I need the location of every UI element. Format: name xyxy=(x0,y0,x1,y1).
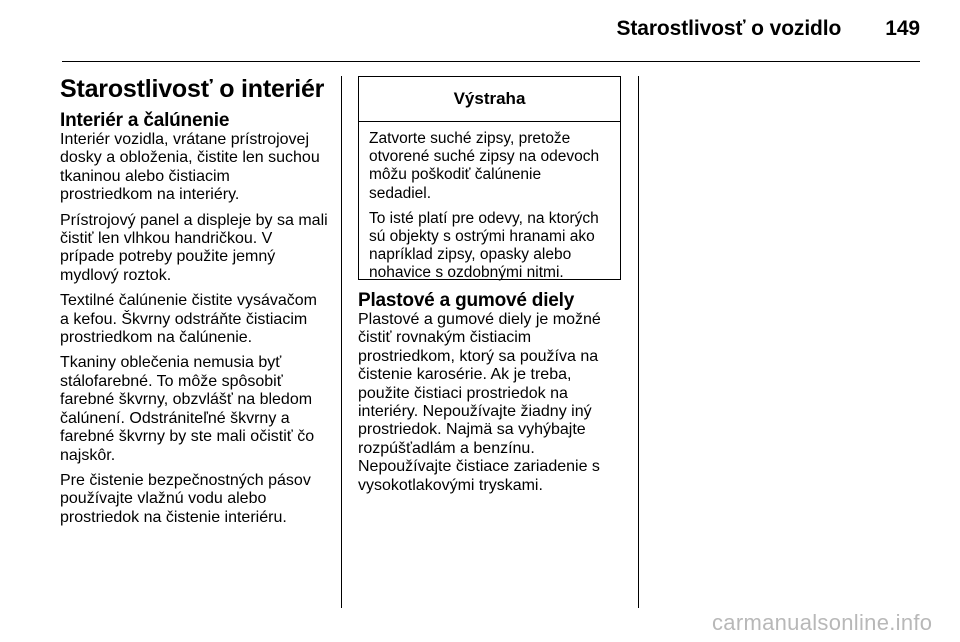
text-line: prostriedok. Najmä sa vyhýbajte xyxy=(358,421,586,439)
text-line: prípade potreby použite jemný xyxy=(60,248,276,266)
text-line: čistiť len vlhkou handričkou. V xyxy=(60,230,273,248)
paragraph xyxy=(60,131,332,205)
text-line: nohavice s ozdobnými nitmi. xyxy=(369,264,564,282)
text-line: Tkaniny oblečenia nemusia byť xyxy=(60,354,282,372)
text-line: farebné škvrny, obzvlášť na bledom xyxy=(60,391,313,409)
text-line: Zatvorte suché zipsy, pretože xyxy=(369,130,571,147)
text-line: čalúnení. Odstrániteľné škvrny a xyxy=(60,409,290,427)
page-number: 149 xyxy=(885,17,920,40)
running-header xyxy=(616,17,920,41)
warning-box xyxy=(358,76,621,280)
left-column xyxy=(60,74,332,534)
text-line: Pre čistenie bezpečnostných pásov xyxy=(60,471,311,489)
running-title: Starostlivosť o vozidlo xyxy=(616,17,842,40)
text-line: prostriedkom na interiéry. xyxy=(60,186,240,204)
text-line: sedadiel. xyxy=(369,184,432,202)
text-line: otvorené suché zipsy na odevoch xyxy=(369,148,600,166)
text-line: Interiér vozidla, vrátane prístrojovej xyxy=(60,131,309,148)
text-line: použite čistiaci prostriedok na xyxy=(358,384,568,402)
paragraph xyxy=(60,212,332,286)
paragraph xyxy=(60,292,332,347)
warning-body xyxy=(359,122,620,283)
text-line: prostriedkom na čalúnenie. xyxy=(60,329,253,347)
text-line: farebné škvrny by ste mali očistiť čo xyxy=(60,428,315,446)
watermark: carmanualsonline.info xyxy=(712,610,933,635)
text-line: mydlový roztok. xyxy=(60,266,172,284)
text-line: Textilné čalúnenie čistite vysávačom xyxy=(60,292,318,310)
text-line: Prístrojový panel a displeje by sa mali xyxy=(60,211,328,229)
paragraph xyxy=(60,354,332,464)
paragraph xyxy=(369,210,610,283)
text-line: Nepoužívajte čistiace zariadenie s xyxy=(358,458,600,476)
header-rule xyxy=(62,61,920,62)
column-divider-right xyxy=(638,76,639,608)
subsection-title-plastic: Plastové a gumové diely xyxy=(358,290,575,311)
section-title: Starostlivosť o interiér xyxy=(60,75,325,103)
middle-column xyxy=(358,291,622,502)
text-line: prostriedok na čistenie interiéru. xyxy=(60,508,287,526)
text-line: čistenie karosérie. Ak je treba, xyxy=(358,366,572,384)
text-line: napríklad zipsy, opasky alebo xyxy=(369,246,572,264)
text-line: vysokotlakovými tryskami. xyxy=(358,476,543,494)
text-line: môžu poškodiť čalúnenie xyxy=(369,166,542,184)
column-divider-left xyxy=(341,76,342,608)
text-line: čistiť rovnakým čistiacim xyxy=(358,329,532,347)
warning-heading: Výstraha xyxy=(359,77,620,122)
text-line: dosky a obloženia, čistite len suchou xyxy=(60,149,320,167)
text-line: a kefou. Škvrny odstráňte čistiacim xyxy=(60,310,308,328)
text-line: Plastové a gumové diely je možné xyxy=(358,311,601,328)
text-line: stálofarebné. To môže spôsobiť xyxy=(60,372,283,390)
paragraph xyxy=(60,472,332,527)
text-line: tkaninou alebo čistiacim xyxy=(60,167,230,185)
text-line: sú objekty s ostrými hranami ako xyxy=(369,228,595,246)
paragraph xyxy=(369,130,610,203)
text-line: interiéry. Nepoužívajte žiadny iný xyxy=(358,403,592,421)
subsection-title-interior: Interiér a čalúnenie xyxy=(60,110,230,131)
paragraph xyxy=(358,311,622,495)
left-paragraphs xyxy=(60,131,332,527)
text-line: rozpúšťadlám a benzínu. xyxy=(358,439,535,457)
text-line: používajte vlažnú vodu alebo xyxy=(60,490,267,508)
text-line: prostriedkom, ktorý sa používa na xyxy=(358,347,599,365)
text-line: To isté platí pre odevy, na ktorých xyxy=(369,209,599,227)
text-line: najskôr. xyxy=(60,446,116,464)
